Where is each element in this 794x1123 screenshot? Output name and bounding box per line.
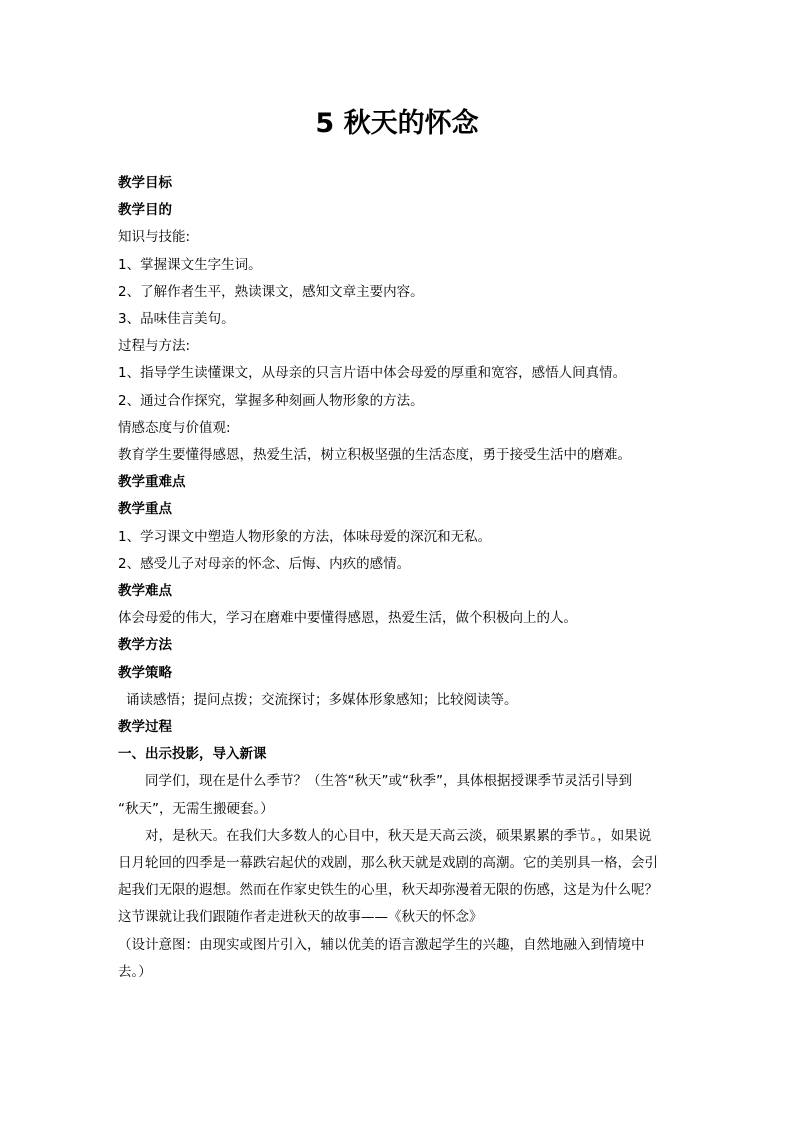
paragraph-line: “秋天”，无需生搬硬套。）: [118, 800, 274, 817]
section-heading: 一、出示投影，导入新课: [118, 746, 267, 763]
heading-teaching-objectives: 教学目标: [118, 175, 172, 191]
heading-key-difficult-points: 教学重难点: [118, 474, 186, 491]
heading-teaching-purpose: 教学目的: [118, 202, 172, 219]
list-item: 2、感受儿子对母亲的怀念、后悔、内疚的感情。: [118, 555, 411, 572]
list-item: 1、掌握课文生字生词。: [118, 256, 262, 273]
paragraph-line: 对，是秋天。在我们大多数人的心目中，秋天是天高云淡，硕果累累的季节。，如果说: [145, 827, 652, 844]
document-title: 5 秋天的怀念: [315, 108, 479, 139]
paragraph-line: 去。）: [118, 963, 152, 980]
paragraph-line: 这节课就让我们跟随作者走进秋天的故事——《秋天的怀念》: [118, 909, 483, 926]
paragraph-line: 同学们，现在是什么季节？（生答“秋天”或“秋季”，具体根据授课季节灵活引导到: [145, 773, 632, 790]
subheading-emotion-values: 情感态度与价值观:: [118, 419, 231, 436]
subheading-knowledge-skills: 知识与技能:: [118, 229, 191, 246]
heading-difficult-points: 教学难点: [118, 583, 172, 600]
paragraph: 诵读感悟；提问点拨；交流探讨；多媒体形象感知；比较阅读等。: [126, 691, 518, 708]
paragraph: 教育学生要懂得感恩，热爱生活，树立积极坚强的生活态度，勇于接受生活中的磨难。: [118, 447, 631, 464]
paragraph-line: （设计意图：由现实或图片引入，辅以优美的语言激起学生的兴趣，自然地融入到情境中: [118, 936, 645, 953]
heading-teaching-strategies: 教学策略: [118, 664, 172, 681]
heading-key-points: 教学重点: [118, 501, 172, 518]
heading-teaching-methods: 教学方法: [118, 637, 172, 654]
subheading-process-methods: 过程与方法:: [118, 338, 191, 355]
paragraph-line: 日月轮回的四季是一幕跌宕起伏的戏剧，那么秋天就是戏剧的高潮。它的美别具一格，会引: [118, 855, 658, 872]
list-item: 2、了解作者生平，熟读课文，感知文章主要内容。: [118, 283, 424, 300]
list-item: 1、指导学生读懂课文，从母亲的只言片语中体会母爱的厚重和宽容，感悟人间真情。: [118, 365, 627, 382]
list-item: 2、通过合作探究，掌握多种刻画人物形象的方法。: [118, 392, 424, 409]
list-item: 3、品味佳言美句。: [118, 311, 235, 328]
list-item: 1、学习课文中塑造人物形象的方法，体味母爱的深沉和无私。: [118, 528, 492, 545]
document-body: [118, 170, 678, 986]
paragraph-line: 起我们无限的遐想。然而在作家史铁生的心里，秋天却弥漫着无限的伤感，这是为什么呢？: [118, 882, 658, 899]
heading-teaching-process: 教学过程: [118, 719, 172, 736]
paragraph: 体会母爱的伟大，学习在磨难中要懂得感恩，热爱生活，做个积极向上的人。: [118, 610, 577, 627]
